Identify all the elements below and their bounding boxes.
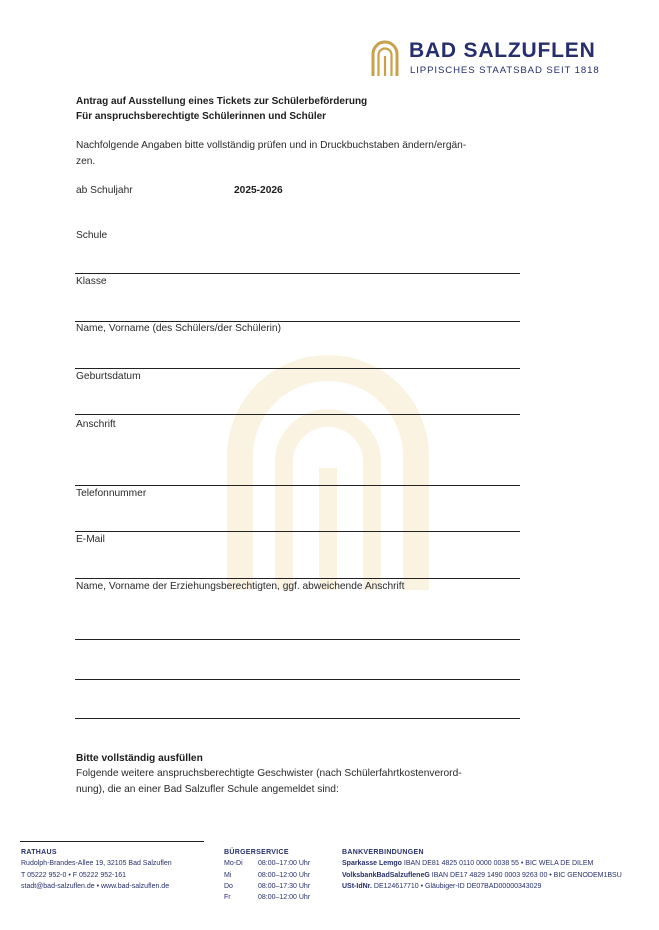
- bank-name: USt-IdNr.: [342, 882, 372, 890]
- hours-time: 08:00–12:00 Uhr: [258, 871, 311, 879]
- field-label-class: Klasse: [76, 276, 107, 287]
- rathaus-heading: RATHAUS: [21, 849, 57, 856]
- school-year-value: 2025-2026: [234, 185, 283, 196]
- hours-day: Do: [224, 882, 233, 890]
- rathaus-web[interactable]: stadt@bad-salzuflen.de • www.bad-salzuflen.de: [21, 882, 170, 890]
- bank-detail: DE124617710 • Gläubiger-ID DE07BAD00000343029: [373, 882, 542, 890]
- hours-row: [224, 892, 310, 903]
- hours-time: 08:00–17:30 Uhr: [258, 882, 311, 890]
- form-subtitle: Für anspruchsberechtigte Schülerinnen und Schüler: [76, 111, 327, 122]
- section-title: Bitte vollständig ausfüllen: [76, 753, 203, 764]
- intro-line-2: zen.: [76, 156, 96, 167]
- hours-day: Fr: [224, 894, 231, 902]
- footer-divider: [20, 841, 204, 842]
- hours-time: 08:00–12:00 Uhr: [258, 894, 311, 902]
- field-line-guardian-1[interactable]: [75, 639, 520, 640]
- field-line-student-name[interactable]: [75, 368, 520, 369]
- bank-line: [342, 858, 622, 869]
- field-line-birthdate[interactable]: [75, 414, 520, 415]
- intro-line-1: Nachfolgende Angaben bitte vollständig prüfen und in Druckbuchstaben ändern/ergän-: [76, 140, 467, 151]
- bank-name: Sparkasse Lemgo: [342, 860, 402, 868]
- section-text: [76, 766, 521, 798]
- arch-watermark-icon: [222, 350, 434, 590]
- rathaus-address: Rudolph-Brandes-Allee 19, 32105 Bad Salzuflen: [21, 860, 172, 868]
- logo-subtitle: LIPPISCHES STAATSBAD SEIT 1818: [410, 65, 600, 76]
- field-label-email: E-Mail: [76, 534, 105, 545]
- field-line-school[interactable]: [75, 273, 520, 274]
- bank-detail: IBAN DE17 4829 1490 0003 9263 00 • BIC GENODEM1BSU: [431, 871, 622, 879]
- field-line-guardian-2[interactable]: [75, 679, 520, 680]
- field-line-address[interactable]: [75, 485, 520, 486]
- footer-rathaus: [21, 847, 172, 892]
- hours-day: Mo-Di: [224, 860, 243, 868]
- field-line-guardian-3[interactable]: [75, 718, 520, 719]
- section-line-2: nung), die an einer Bad Salzufler Schule angemeldet sind:: [76, 784, 339, 795]
- section-line-1: Folgende weitere anspruchsberechtigte Geschwister (nach Schülerfahrtkostenverord-: [76, 768, 462, 779]
- field-label-school: Schule: [76, 230, 108, 241]
- bank-line: [342, 881, 622, 892]
- form-title: Antrag auf Ausstellung eines Tickets zur Schülerbeförderung: [76, 96, 368, 107]
- bank-detail: IBAN DE81 4825 0110 0000 0038 55 • BIC WELA DE DILEM: [403, 860, 594, 868]
- buergerservice-heading: BÜRGERSERVICE: [224, 849, 289, 856]
- footer-buergerservice: [224, 847, 310, 903]
- rathaus-phone: T 05222 952-0 • F 05222 952-161: [21, 871, 127, 879]
- field-label-guardian: Name, Vorname der Erziehungsberechtigten, ggf. abweichende Anschrift: [76, 581, 405, 592]
- school-year-label: ab Schuljahr: [76, 185, 133, 196]
- bank-line: [342, 870, 622, 881]
- field-label-student-name: Name, Vorname (des Schülers/der Schülerin): [76, 323, 281, 334]
- bank-name: VolksbankBadSalzufleneG: [342, 871, 430, 879]
- logo: [370, 39, 600, 80]
- hours-row: [224, 858, 310, 869]
- hours-time: 08:00–17:00 Uhr: [258, 860, 311, 868]
- arch-logo-icon: [370, 40, 400, 76]
- bank-heading: BANKVERBINDUNGEN: [342, 849, 424, 856]
- hours-day: Mi: [224, 871, 232, 879]
- field-label-phone: Telefonnummer: [76, 488, 147, 499]
- field-line-phone[interactable]: [75, 531, 520, 532]
- hours-row: [224, 870, 310, 881]
- field-line-email[interactable]: [75, 578, 520, 579]
- hours-row: [224, 881, 310, 892]
- intro-text: [76, 138, 521, 170]
- field-label-address: Anschrift: [76, 419, 116, 430]
- logo-name: BAD SALZUFLEN: [409, 39, 596, 62]
- field-line-class[interactable]: [75, 321, 520, 322]
- footer-bank: [342, 847, 622, 892]
- field-label-birthdate: Geburtsdatum: [76, 371, 141, 382]
